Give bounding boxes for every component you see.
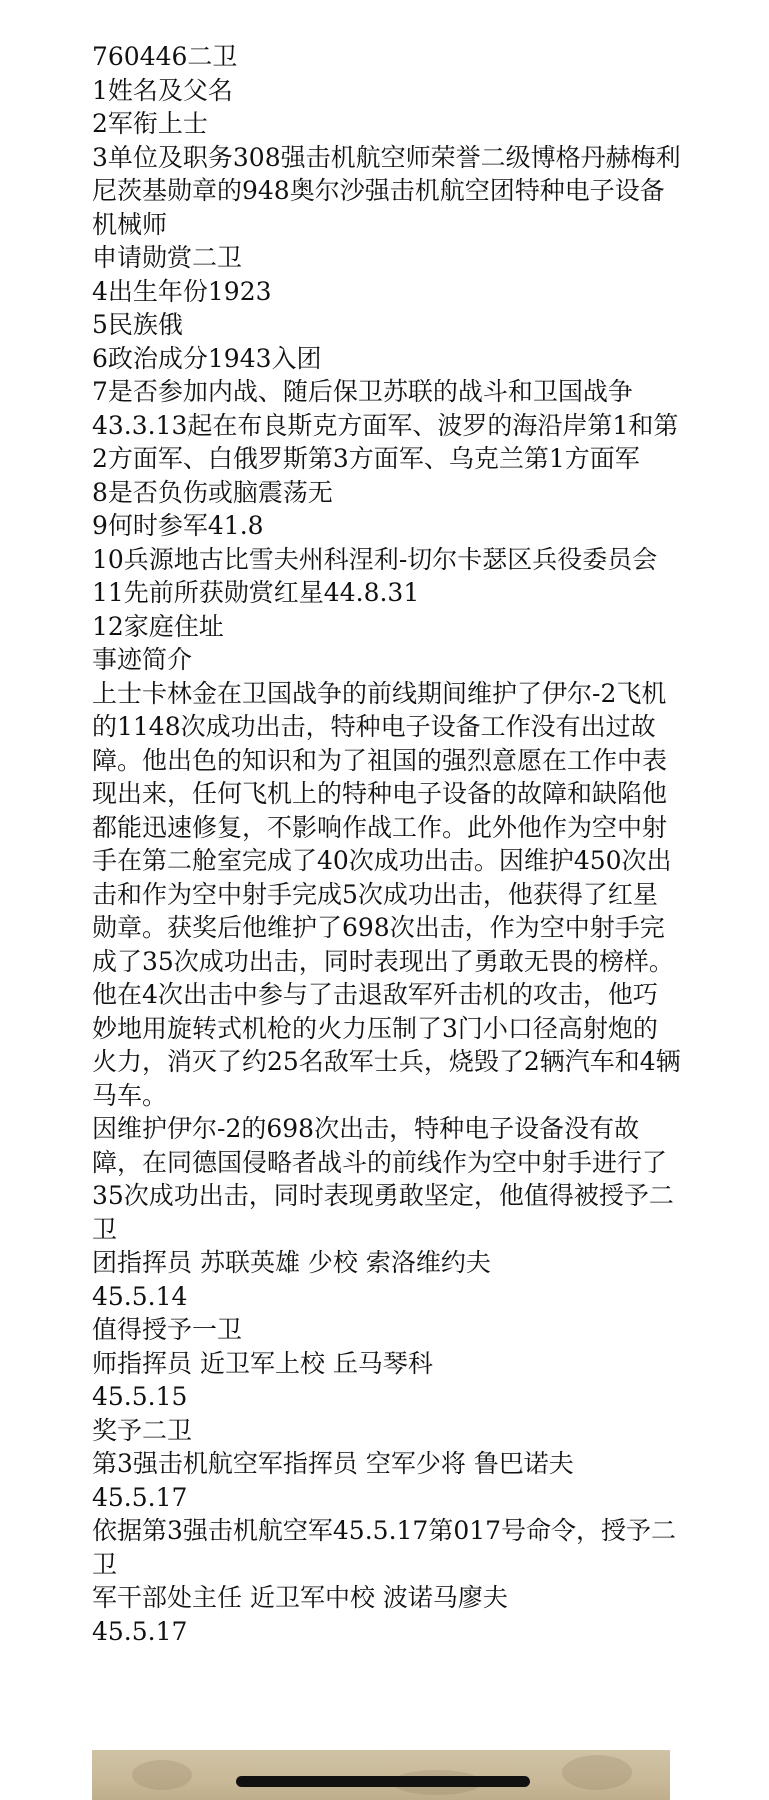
personnel-chief-signature: 军干部处主任 近卫军中校 波诺马廖夫	[92, 1583, 508, 1612]
previous-awards-line: 11先前所获勋赏红星44.8.31	[92, 578, 420, 607]
home-address-line: 12家庭住址	[92, 611, 224, 641]
wounds-line: 8是否负伤或脑震荡无	[92, 477, 333, 507]
nationality-line: 5民族俄	[92, 310, 183, 339]
unit-position-line: 3单位及职务308强击机航空师荣誉二级博格丹赫梅利尼茨基勋章的948奥尔沙强击机航空团特种电子设备机械师	[92, 142, 681, 239]
corps-decision: 奖予二卫	[92, 1415, 193, 1445]
archive-photo-strip	[92, 1750, 670, 1800]
order-reference: 依据第3强击机航空军45.5.17第017号命令，授予二卫	[92, 1516, 677, 1579]
regiment-commander-signature: 团指挥员 苏联英雄 少校 索洛维约夫	[92, 1248, 491, 1277]
order-number-line: 760446二卫	[92, 42, 238, 71]
division-recommendation: 值得授予一卫	[92, 1315, 243, 1344]
division-date: 45.5.15	[92, 1382, 188, 1411]
award-document-text	[92, 40, 682, 1648]
political-status-line: 6政治成分1943入团	[92, 343, 322, 373]
corps-commander-signature: 第3强击机航空军指挥员 空军少将 鲁巴诺夫	[92, 1449, 574, 1478]
summary-heading: 事迹简介	[92, 645, 193, 674]
conclusion-paragraph: 因维护伊尔-2的698次出击，特种电子设备没有故障，在同德国侵略者战斗的前线作为空中射手进行了35次成功出击，同时表现勇敢坚定，他值得被授予二卫	[92, 1114, 674, 1244]
conscription-office-line: 10兵源地古比雪夫州科涅利-切尔卡瑟区兵役委员会	[92, 544, 658, 574]
corps-date: 45.5.17	[92, 1482, 188, 1512]
war-participation-line: 7是否参加内战、随后保卫苏联的战斗和卫国战争43.3.13起在布良斯克方面军、波罗的海沿岸第1和第2方面军、白俄罗斯第3方面军、乌克兰第1方面军	[92, 377, 679, 473]
award-request-line: 申请勋赏二卫	[92, 243, 243, 272]
division-commander-signature: 师指挥员 近卫军上校 丘马琴科	[92, 1348, 433, 1378]
summary-paragraph: 上士卡林金在卫国战争的前线期间维护了伊尔-2飞机的1148次成功出击，特种电子设备工作没有出过故障。他出色的知识和为了祖国的强烈意愿在工作中表现出来，任何飞机上的特种电子设备的故障和缺陷他都能迅速修复，不影响作战工作。此外他作为空中射手在第二舱室完成了40次成功出击。因维护450次出击和作为空中射手完成5次成功出击，他获得了红星勋章。获奖后他维护了698次出击，作为空中射手完成了35次成功出击，同时表现出了勇敢无畏的榜样。他在4次出击中参与了击退敌军歼击机的攻击，他巧妙地用旋转式机枪的火力压制了3门小口径高射炮的火力，消灭了约25名敌军士兵，烧毁了2辆汽车和4辆马车。	[92, 678, 681, 1110]
enlistment-date-line: 9何时参军41.8	[92, 511, 264, 540]
final-date: 45.5.17	[92, 1616, 188, 1646]
name-line: 1姓名及父名	[92, 75, 233, 105]
home-indicator-bar[interactable]	[236, 1776, 530, 1787]
rank-line: 2军衔上士	[92, 109, 208, 138]
regiment-date: 45.5.14	[92, 1281, 188, 1311]
birth-year-line: 4出生年份1923	[92, 276, 272, 306]
